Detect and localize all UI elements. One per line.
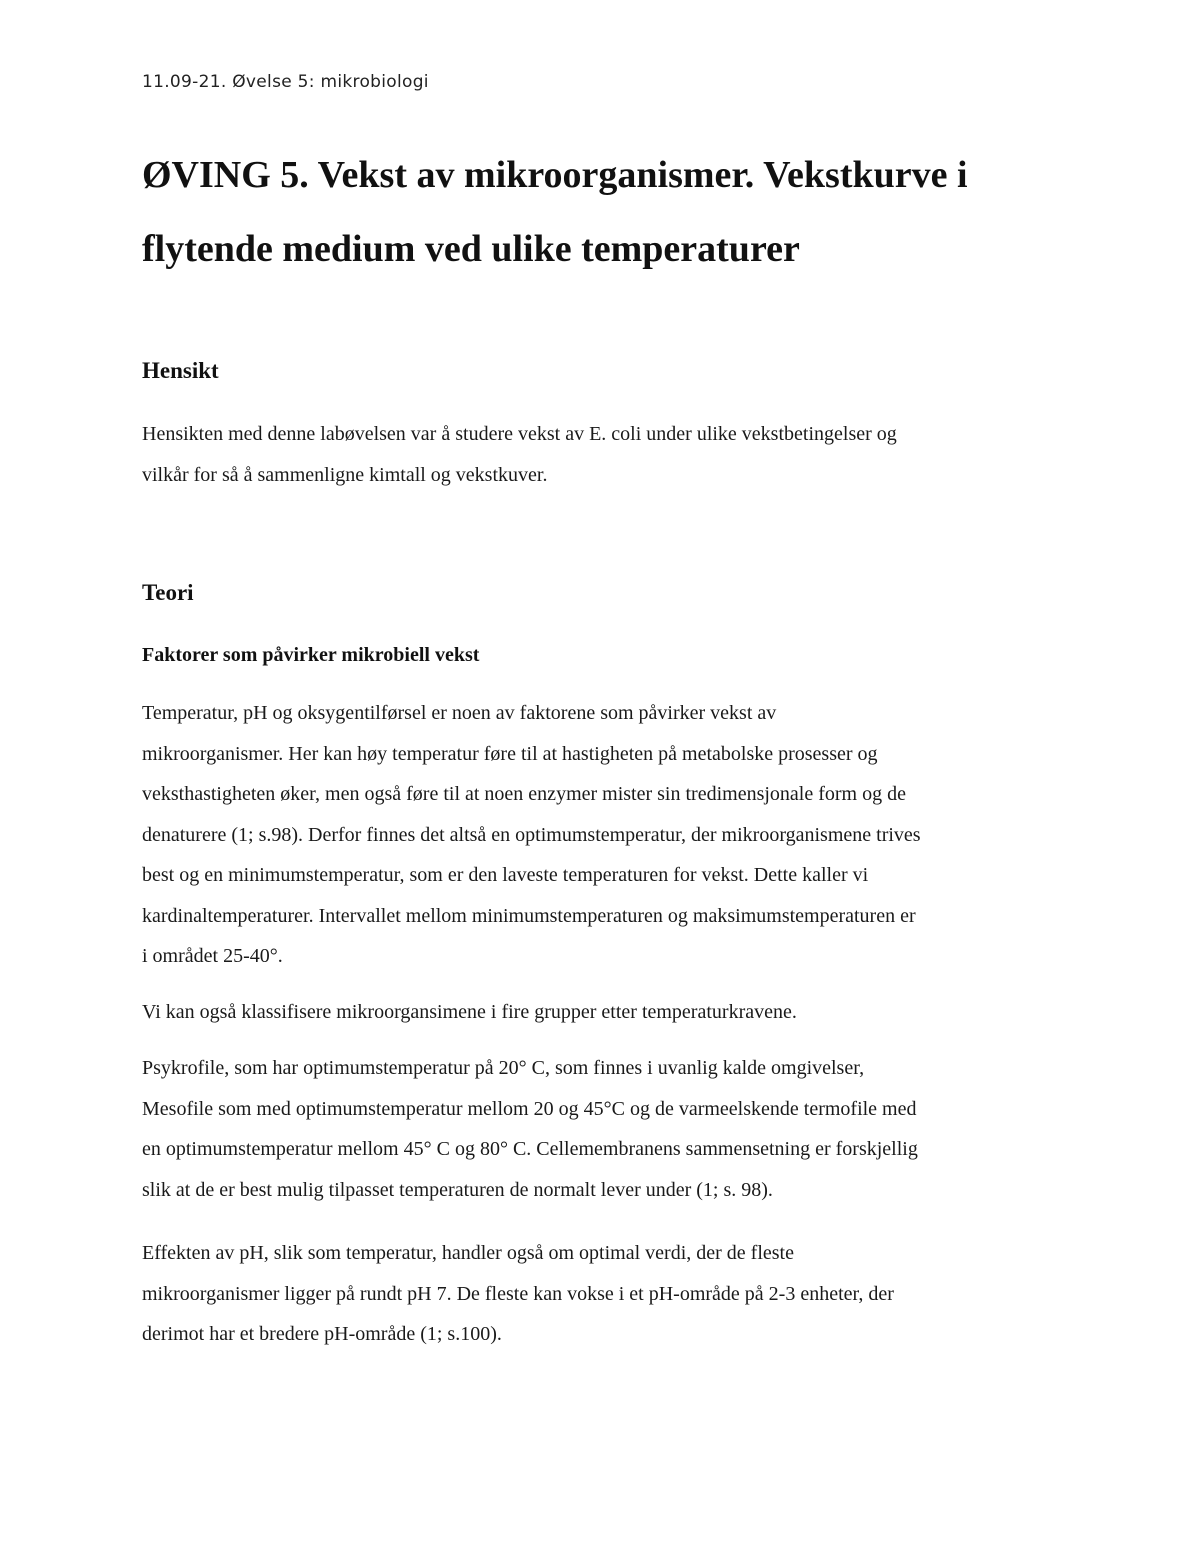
- teori-paragraph-2: [142, 992, 1062, 1033]
- teori-paragraph-1: [142, 693, 1062, 977]
- section-heading-teori: Teori: [142, 580, 194, 605]
- text-line: Mesofile som med optimumstemperatur mellom 20 og 45°C og de varmeelskende termofile med: [142, 1097, 917, 1120]
- text-line: Psykrofile, som har optimumstemperatur på 20° C, som finnes i uvanlig kalde omgivelser,: [142, 1057, 865, 1079]
- text-line: Vi kan også klassifisere mikroorgansimene i fire grupper etter temperaturkravene.: [142, 1001, 797, 1023]
- teori-paragraph-4: [142, 1233, 1062, 1355]
- document-title: [142, 138, 1062, 286]
- text-line: vilkår for så å sammenligne kimtall og vekstkuver.: [142, 463, 548, 486]
- text-line: mikroorganismer ligger på rundt pH 7. De fleste kan vokse i et pH-område på 2-3 enheter, der: [142, 1282, 894, 1305]
- text-line: veksthastigheten øker, men også føre til at noen enzymer mister sin tredimensjonale form og de: [142, 783, 906, 805]
- text-line: Hensikten med denne labøvelsen var å studere vekst av E. coli under ulike vekstbetingelser og: [142, 423, 897, 445]
- text-line: Temperatur, pH og oksygentilførsel er noen av faktorene som påvirker vekst av: [142, 702, 777, 724]
- subsection-heading: Faktorer som påvirker mikrobiell vekst: [142, 644, 480, 666]
- text-line: mikroorganismer. Her kan høy temperatur føre til at hastigheten på metabolske prosesser og: [142, 742, 878, 765]
- text-line: derimot har et bredere pH-område (1; s.100).: [142, 1323, 502, 1345]
- text-line: kardinaltemperaturer. Intervallet mellom minimumstemperaturen og maksimumstemperaturen er: [142, 904, 916, 927]
- hensikt-paragraph: [142, 414, 1062, 495]
- section-heading-hensikt: Hensikt: [142, 358, 219, 383]
- document-title-line: flytende medium ved ulike temperaturer: [142, 228, 800, 270]
- text-line: Effekten av pH, slik som temperatur, handler også om optimal verdi, der de fleste: [142, 1242, 794, 1264]
- document-title-line: ØVING 5. Vekst av mikroorganismer. Vekstkurve i: [142, 154, 968, 196]
- text-line: slik at de er best mulig tilpasset temperaturen de normalt lever under (1; s. 98).: [142, 1178, 773, 1201]
- text-line: en optimumstemperatur mellom 45° C og 80° C. Cellemembranens sammensetning er forskjellig: [142, 1138, 918, 1160]
- teori-paragraph-3: [142, 1048, 1062, 1210]
- text-line: denaturere (1; s.98). Derfor finnes det altså en optimumstemperatur, der mikroorganismene trives: [142, 823, 921, 846]
- text-line: i området 25-40°.: [142, 945, 283, 967]
- running-header: 11.09-21. Øvelse 5: mikrobiologi: [142, 72, 429, 92]
- text-line: best og en minimumstemperatur, som er den laveste temperaturen for vekst. Dette kaller vi: [142, 864, 869, 886]
